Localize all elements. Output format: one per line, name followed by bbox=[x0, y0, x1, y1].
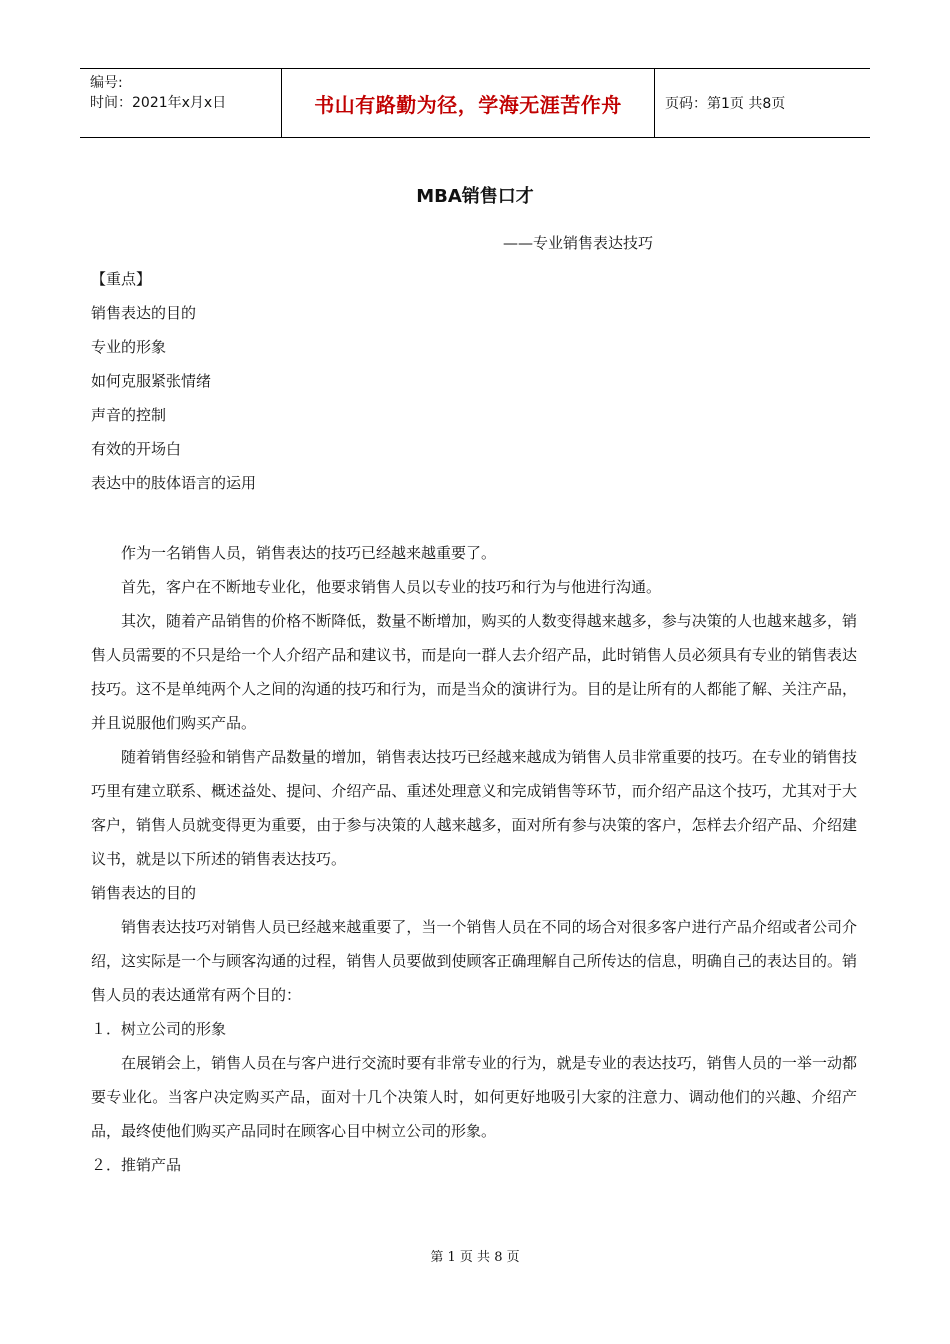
header-motto: 书山有路勤为径，学海无涯苦作舟 bbox=[282, 69, 655, 137]
page-footer: 第 1 页 共 8 页 bbox=[430, 1250, 520, 1265]
body-paragraph: 作为一名销售人员，销售表达的技巧已经越来越重要了。 bbox=[121, 544, 497, 562]
section-heading: 销售表达的目的 bbox=[91, 884, 197, 902]
item-paragraph: 在展销会上，销售人员在与客户进行交流时要有非常专业的行为，就是专业的表达技巧，销售人员的一举一动都要专业化。当客户决定购买产品，面对十几个决策人时，如何更好地吸引大家的注意力、调动他们的兴趣、介绍产品，最终使他们购买产品同时在顾客心目中树立公司的形象。 bbox=[91, 1054, 857, 1140]
document-title: MBA销售口才 bbox=[416, 186, 534, 207]
page-header bbox=[80, 68, 870, 138]
section-paragraph: 销售表达技巧对销售人员已经越来越重要了，当一个销售人员在不同的场合对很多客户进行产品介绍或者公司介绍，这实际是一个与顾客沟通的过程，销售人员要做到使顾客正确理解自己所传达的信息，明确自己的表达目的。销售人员的表达通常有两个目的： bbox=[91, 918, 857, 1004]
number-label: 编号: bbox=[90, 75, 123, 91]
key-point: 销售表达的目的 bbox=[91, 304, 197, 322]
item-heading: １．树立公司的形象 bbox=[91, 1020, 227, 1038]
item-heading: ２．推销产品 bbox=[91, 1156, 182, 1174]
key-point: 有效的开场白 bbox=[91, 440, 182, 458]
body-paragraph: 随着销售经验和销售产品数量的增加，销售表达技巧已经越来越成为销售人员非常重要的技巧。在专业的销售技巧里有建立联系、概述益处、提问、介绍产品、重述处理意义和完成销售等环节，而介绍产品这个技巧，尤其对于大客户，销售人员就变得更为重要，由于参与决策的人越来越多，面对所有参与决策的客户，怎样去介绍产品、介绍建议书，就是以下所述的销售表达技巧。 bbox=[91, 748, 857, 868]
key-point: 声音的控制 bbox=[91, 406, 167, 424]
key-point: 如何克服紧张情绪 bbox=[91, 372, 212, 390]
body-paragraph: 首先，客户在不断地专业化，他要求销售人员以专业的技巧和行为与他进行沟通。 bbox=[121, 578, 662, 596]
header-page-code: 页码：第1页 共8页 bbox=[665, 96, 786, 112]
document-subtitle: ——专业销售表达技巧 bbox=[503, 234, 654, 252]
header-meta bbox=[80, 69, 282, 137]
key-point: 表达中的肢体语言的运用 bbox=[91, 474, 257, 492]
key-point: 专业的形象 bbox=[91, 338, 167, 356]
key-heading: 【重点】 bbox=[91, 270, 152, 288]
document-body bbox=[91, 262, 857, 1182]
body-paragraph: 其次，随着产品销售的价格不断降低，数量不断增加，购买的人数变得越来越多，参与决策的人也越来越多，销售人员需要的不只是给一个人介绍产品和建议书，而是向一群人去介绍产品，此时销售人员必须具有专业的销售表达技巧。这不是单纯两个人之间的沟通的技巧和行为，而是当众的演讲行为。目的是让所有的人都能了解、关注产品，并且说服他们购买产品。 bbox=[91, 612, 857, 732]
time-label: 时间：2021年x月x日 bbox=[90, 95, 227, 111]
